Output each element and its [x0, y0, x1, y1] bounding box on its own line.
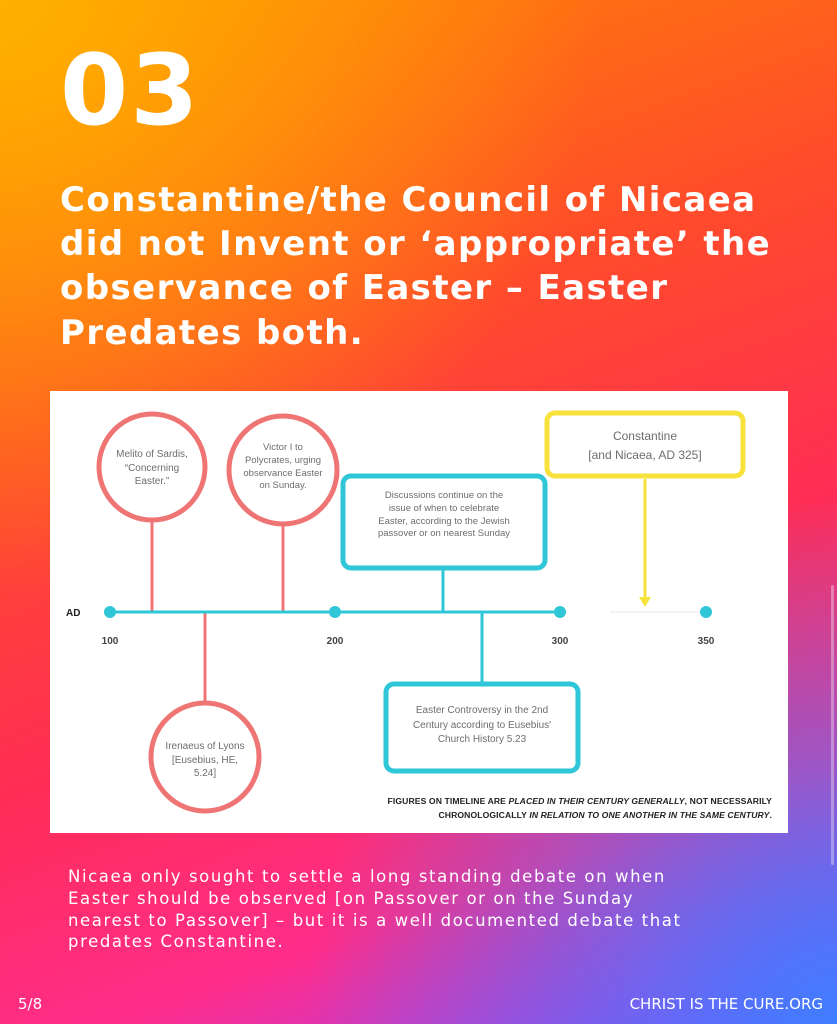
node-text-line: 5.24] — [193, 768, 217, 779]
timeline-card — [50, 391, 788, 833]
tick-label-200: 200 — [326, 636, 344, 647]
note-text: , NOT NECESSARILY — [684, 796, 772, 806]
tick-label-300: 300 — [551, 636, 569, 647]
tick-dot-300 — [554, 606, 566, 618]
arrow-head — [639, 597, 651, 607]
body-line: nearest to Passover] – but it is a well documented debate that — [68, 910, 682, 930]
tick-label-100: 100 — [101, 636, 119, 647]
node-text-line: Easter.” — [134, 476, 170, 487]
timeline-note — [300, 795, 772, 823]
node-text-line: Church History 5.23 — [437, 734, 527, 745]
node-text-line: on Sunday. — [259, 480, 307, 492]
tick-dot-200 — [329, 606, 341, 618]
node-text-line: Victor I to — [263, 442, 303, 453]
tick-label-350: 350 — [697, 636, 715, 647]
node-constantine-label — [550, 427, 740, 464]
node-text-line: Constantine — [612, 429, 678, 443]
node-melito-label — [102, 448, 202, 489]
note-text-italic: IN RELATION TO ONE ANOTHER IN THE SAME CENTURY — [529, 809, 770, 820]
node-irenaeus-label — [150, 740, 260, 781]
note-line-1 — [300, 795, 772, 809]
node-discussions-label — [348, 490, 540, 541]
node-text-line: Irenaeus of Lyons — [165, 741, 245, 752]
node-text-line: Discussions continue on the — [384, 490, 504, 501]
node-text-line: “Concerning — [124, 462, 180, 474]
note-text: FIGURES ON TIMELINE ARE — [387, 796, 509, 806]
note-line-2 — [300, 809, 772, 823]
body-line: Nicaea only sought to settle a long standing debate on when — [68, 867, 666, 886]
headline-line: Constantine/the Council of Nicaea — [60, 180, 757, 220]
scrollbar[interactable] — [831, 585, 834, 865]
site-credit: CHRIST IS THE CURE.ORG — [629, 995, 823, 1013]
node-text-line: Easter Controversy in the 2nd — [415, 705, 549, 716]
axis-label: AD — [66, 608, 81, 619]
headline-line: Predates both. — [60, 312, 365, 353]
note-text: CHRONOLOGICALLY — [438, 809, 530, 820]
note-text-italic: PLACED IN THEIR CENTURY GENERALLY — [508, 796, 685, 806]
body-line: predates Constantine. — [68, 932, 285, 952]
node-text-line: issue of when to celebrate — [388, 502, 500, 514]
tick-dot-350 — [700, 606, 712, 618]
node-text-line: observance Easter — [243, 467, 323, 479]
note-text: . — [769, 809, 772, 820]
node-text-line: Melito of Sardis, — [116, 449, 188, 460]
headline — [60, 178, 800, 355]
node-victor-label — [228, 442, 338, 493]
node-text-line: Easter, according to the Jewish — [378, 515, 510, 527]
headline-line: did not Invent or ‘appropriate’ the — [60, 224, 772, 265]
body-line: Easter should be observed [on Passover or on the Sunday — [68, 888, 635, 908]
body-text — [68, 866, 788, 953]
slide-number: 03 — [60, 34, 201, 148]
tick-dot-100 — [104, 606, 116, 618]
page-indicator: 5/8 — [18, 995, 43, 1013]
node-text-line: Polycrates, urging — [244, 454, 322, 466]
node-text-line: passover or on nearest Sunday — [377, 528, 511, 540]
node-controversy-label — [390, 704, 574, 748]
node-text-line: [and Nicaea, AD 325] — [588, 447, 702, 462]
headline-line: observance of Easter – Easter — [60, 268, 669, 309]
node-text-line: [Eusebius, HE, — [171, 754, 239, 766]
node-text-line: Century according to Eusebius' — [412, 719, 552, 731]
